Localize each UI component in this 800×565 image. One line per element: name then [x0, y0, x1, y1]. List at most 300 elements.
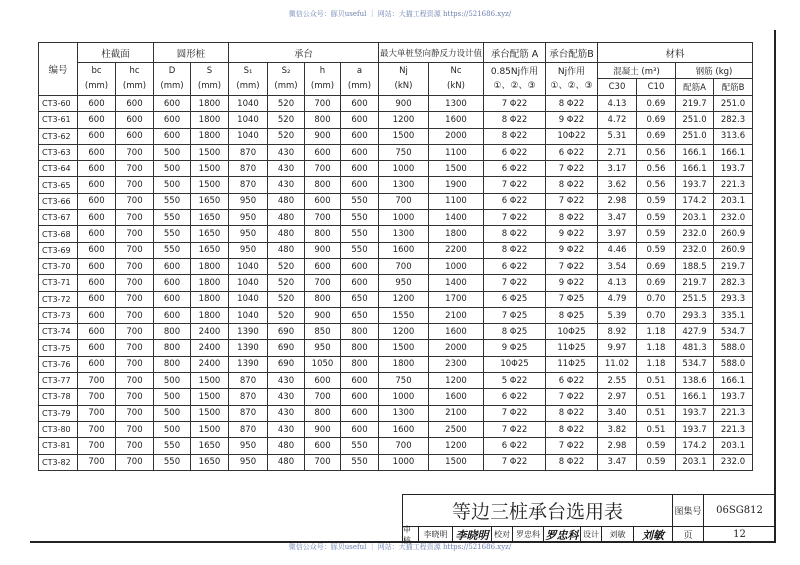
cell-rebar-b: 8 Φ22	[546, 454, 598, 470]
table-row	[39, 307, 753, 323]
cell-a: 550	[341, 454, 379, 470]
cell-rebar-a: 9 Φ25	[484, 340, 546, 356]
cell-S2: 430	[268, 144, 305, 160]
cell-bc: 600	[78, 177, 116, 193]
cell-bc: 600	[78, 258, 116, 274]
cell-S: 1500	[191, 161, 229, 177]
cell-c10: 0.51	[637, 373, 676, 389]
cell-id: CT3-60	[39, 96, 78, 112]
cell-steel-a: 174.2	[676, 438, 714, 454]
watermark-bottom: 微信公众号：豚贝useful ｜ 网站：大猫工程资源 https://521686.xyz/	[288, 543, 512, 551]
cell-S: 1800	[191, 307, 229, 323]
header-rebar-a-sub: 0.85Nj作用 ①、②、③	[484, 63, 546, 96]
cell-Nj: 1800	[379, 356, 429, 372]
cell-hc: 700	[116, 193, 154, 209]
cell-h: 950	[305, 340, 341, 356]
cell-S2: 520	[268, 275, 305, 291]
cell-Nj: 750	[379, 373, 429, 389]
cell-rebar-b: 10Φ25	[546, 324, 598, 340]
header-a: a (mm)	[341, 63, 379, 96]
cell-steel-a: 166.1	[676, 144, 714, 160]
cell-bc: 600	[78, 96, 116, 112]
cell-rebar-b: 8 Φ22	[546, 405, 598, 421]
cell-c10: 0.51	[637, 405, 676, 421]
cell-hc: 700	[116, 210, 154, 226]
cell-hc: 700	[116, 324, 154, 340]
cell-bc: 600	[78, 128, 116, 144]
cell-steel-b: 221.3	[714, 405, 753, 421]
cell-steel-b: 221.3	[714, 177, 753, 193]
cell-a: 600	[341, 161, 379, 177]
cell-a: 600	[341, 275, 379, 291]
cell-hc: 700	[116, 389, 154, 405]
cell-Nc: 1400	[429, 210, 484, 226]
cell-steel-a: 251.0	[676, 112, 714, 128]
cell-Nj: 1000	[379, 210, 429, 226]
cell-D: 800	[154, 340, 191, 356]
cell-h: 1050	[305, 356, 341, 372]
cell-rebar-b: 7 Φ22	[546, 161, 598, 177]
cell-Nc: 1100	[429, 144, 484, 160]
cell-rebar-b: 8 Φ22	[546, 96, 598, 112]
cell-steel-a: 166.1	[676, 161, 714, 177]
cell-S: 1800	[191, 291, 229, 307]
cell-D: 500	[154, 144, 191, 160]
cell-Nj: 1550	[379, 307, 429, 323]
cell-c30: 4.79	[598, 291, 637, 307]
cell-rebar-b: 9 Φ22	[546, 112, 598, 128]
cell-bc: 600	[78, 226, 116, 242]
cell-hc: 700	[116, 275, 154, 291]
table-row	[39, 356, 753, 372]
cell-hc: 700	[116, 144, 154, 160]
cell-Nc: 1500	[429, 161, 484, 177]
cell-bc: 600	[78, 275, 116, 291]
cell-S1: 950	[229, 210, 268, 226]
cell-id: CT3-79	[39, 405, 78, 421]
cell-hc: 600	[116, 112, 154, 128]
cell-bc: 700	[78, 389, 116, 405]
cell-hc: 700	[116, 177, 154, 193]
cell-c30: 4.46	[598, 242, 637, 258]
cell-D: 500	[154, 389, 191, 405]
cell-id: CT3-64	[39, 161, 78, 177]
header-D: D (mm)	[154, 63, 191, 96]
cell-h: 600	[305, 438, 341, 454]
cell-rebar-a: 8 Φ22	[484, 226, 546, 242]
cell-a: 600	[341, 389, 379, 405]
cell-Nc: 2100	[429, 307, 484, 323]
cell-Nj: 1200	[379, 324, 429, 340]
cell-steel-a: 138.6	[676, 373, 714, 389]
cell-c30: 3.54	[598, 258, 637, 274]
table-row	[39, 373, 753, 389]
cell-Nc: 1800	[429, 226, 484, 242]
cell-steel-b: 203.1	[714, 193, 753, 209]
cell-Nc: 2000	[429, 340, 484, 356]
header-rebar-b: 承台配筋B	[546, 43, 598, 63]
table-row	[39, 421, 753, 437]
cell-steel-b: 260.9	[714, 226, 753, 242]
cell-S2: 480	[268, 210, 305, 226]
cell-rebar-b: 8 Φ22	[546, 421, 598, 437]
cell-bc: 600	[78, 242, 116, 258]
cell-c10: 0.69	[637, 128, 676, 144]
cell-S: 2400	[191, 356, 229, 372]
table-row	[39, 291, 753, 307]
checker-signature: 罗忠科	[544, 527, 581, 542]
cell-S1: 950	[229, 438, 268, 454]
table-row	[39, 389, 753, 405]
header-S1: S₁ (mm)	[229, 63, 268, 96]
cell-steel-b: 219.7	[714, 258, 753, 274]
checker-name: 罗忠科	[513, 527, 544, 542]
cell-steel-b: 313.6	[714, 128, 753, 144]
cell-S: 1800	[191, 96, 229, 112]
designer-signature: 刘敏	[634, 527, 673, 542]
atlas-number: 06SG812	[704, 495, 775, 527]
cell-steel-b: 232.0	[714, 454, 753, 470]
cell-h: 800	[305, 112, 341, 128]
cell-S1: 1040	[229, 112, 268, 128]
cell-hc: 700	[116, 421, 154, 437]
cell-rebar-b: 7 Φ22	[546, 258, 598, 274]
cell-id: CT3-62	[39, 128, 78, 144]
cell-S: 1650	[191, 242, 229, 258]
table-row	[39, 210, 753, 226]
cell-S: 1650	[191, 210, 229, 226]
cell-steel-a: 188.5	[676, 258, 714, 274]
cell-id: CT3-81	[39, 438, 78, 454]
cell-h: 900	[305, 307, 341, 323]
cell-D: 800	[154, 324, 191, 340]
cell-rebar-a: 10Φ25	[484, 356, 546, 372]
cell-Nc: 1900	[429, 177, 484, 193]
cell-id: CT3-77	[39, 373, 78, 389]
cell-S1: 870	[229, 421, 268, 437]
cell-rebar-b: 7 Φ22	[546, 389, 598, 405]
header-reaction: 最大单桩竖向静反力设计值	[379, 43, 484, 63]
cell-c10: 0.56	[637, 144, 676, 160]
cell-c10: 0.59	[637, 438, 676, 454]
cell-S1: 870	[229, 177, 268, 193]
cell-Nj: 950	[379, 275, 429, 291]
cell-D: 600	[154, 291, 191, 307]
cell-c30: 3.47	[598, 454, 637, 470]
cell-hc: 600	[116, 128, 154, 144]
cell-rebar-b: 9 Φ22	[546, 226, 598, 242]
cell-c10: 0.69	[637, 275, 676, 291]
cell-rebar-a: 6 Φ22	[484, 258, 546, 274]
cell-steel-a: 203.1	[676, 454, 714, 470]
table-row	[39, 438, 753, 454]
cell-S: 1650	[191, 438, 229, 454]
cell-Nj: 700	[379, 438, 429, 454]
cell-c30: 3.97	[598, 226, 637, 242]
cell-D: 600	[154, 307, 191, 323]
cell-c30: 8.92	[598, 324, 637, 340]
cell-c10: 0.70	[637, 291, 676, 307]
cell-bc: 700	[78, 438, 116, 454]
header-rebar-b-sub: Nj作用 ①、②、③	[546, 63, 598, 96]
cell-h: 600	[305, 193, 341, 209]
cell-rebar-b: 11Φ25	[546, 340, 598, 356]
cell-Nc: 1200	[429, 438, 484, 454]
cell-S1: 1390	[229, 324, 268, 340]
cell-a: 550	[341, 242, 379, 258]
cell-c30: 5.39	[598, 307, 637, 323]
cell-Nc: 1300	[429, 96, 484, 112]
table-row	[39, 177, 753, 193]
cell-steel-b: 166.1	[714, 373, 753, 389]
cell-c10: 0.69	[637, 96, 676, 112]
cell-D: 600	[154, 258, 191, 274]
cell-a: 550	[341, 210, 379, 226]
cell-rebar-a: 6 Φ25	[484, 291, 546, 307]
cell-h: 850	[305, 324, 341, 340]
cell-rebar-b: 9 Φ22	[546, 275, 598, 291]
cell-rebar-a: 8 Φ22	[484, 242, 546, 258]
cell-steel-a: 193.7	[676, 405, 714, 421]
cell-id: CT3-66	[39, 193, 78, 209]
cell-a: 600	[341, 112, 379, 128]
cell-Nc: 2300	[429, 356, 484, 372]
pile-cap-table	[38, 42, 753, 471]
cell-S1: 1040	[229, 258, 268, 274]
cell-steel-b: 251.0	[714, 96, 753, 112]
cell-c10: 0.70	[637, 307, 676, 323]
cell-S1: 1390	[229, 356, 268, 372]
cell-S2: 520	[268, 258, 305, 274]
cell-S2: 430	[268, 373, 305, 389]
cell-Nj: 1200	[379, 291, 429, 307]
cell-bc: 700	[78, 373, 116, 389]
cell-c30: 4.13	[598, 275, 637, 291]
cell-S2: 430	[268, 161, 305, 177]
cell-S2: 690	[268, 356, 305, 372]
drawing-title: 等边三桩承台选用表	[403, 495, 673, 527]
cell-steel-a: 219.7	[676, 96, 714, 112]
cell-Nc: 2500	[429, 421, 484, 437]
cell-hc: 700	[116, 454, 154, 470]
cell-c10: 0.69	[637, 258, 676, 274]
cell-c30: 3.62	[598, 177, 637, 193]
cell-id: CT3-75	[39, 340, 78, 356]
cell-c30: 3.17	[598, 161, 637, 177]
cell-rebar-b: 6 Φ22	[546, 144, 598, 160]
cell-a: 800	[341, 356, 379, 372]
cell-c30: 11.02	[598, 356, 637, 372]
cell-rebar-a: 7 Φ25	[484, 307, 546, 323]
cell-rebar-b: 6 Φ22	[546, 373, 598, 389]
cell-D: 550	[154, 226, 191, 242]
cell-hc: 700	[116, 161, 154, 177]
cell-steel-a: 534.7	[676, 356, 714, 372]
cell-rebar-b: 8 Φ22	[546, 210, 598, 226]
cell-D: 600	[154, 96, 191, 112]
cell-S2: 430	[268, 177, 305, 193]
cell-id: CT3-63	[39, 144, 78, 160]
cell-a: 600	[341, 177, 379, 193]
table-row	[39, 226, 753, 242]
header-c30: C30	[598, 79, 637, 96]
cell-Nj: 1500	[379, 128, 429, 144]
cell-c30: 2.98	[598, 193, 637, 209]
cell-h: 700	[305, 161, 341, 177]
cell-Nc: 1200	[429, 373, 484, 389]
cell-Nj: 1200	[379, 112, 429, 128]
cell-S: 1650	[191, 226, 229, 242]
cell-S1: 1040	[229, 307, 268, 323]
table-row	[39, 193, 753, 209]
cell-steel-a: 251.5	[676, 291, 714, 307]
cell-S: 1500	[191, 177, 229, 193]
header-concrete: 混凝土 (m³)	[598, 63, 676, 79]
cell-S: 1800	[191, 112, 229, 128]
cell-D: 550	[154, 454, 191, 470]
cell-S1: 870	[229, 405, 268, 421]
cell-c30: 2.97	[598, 389, 637, 405]
header-bc: bc (mm)	[78, 63, 116, 96]
cell-a: 600	[341, 405, 379, 421]
cell-steel-a: 193.7	[676, 177, 714, 193]
cell-rebar-b: 11Φ25	[546, 356, 598, 372]
cell-Nj: 1000	[379, 389, 429, 405]
cell-S2: 480	[268, 438, 305, 454]
cell-id: CT3-76	[39, 356, 78, 372]
cell-c30: 2.55	[598, 373, 637, 389]
cell-c30: 2.98	[598, 438, 637, 454]
cell-Nc: 2100	[429, 405, 484, 421]
header-material: 材料	[598, 43, 753, 63]
cell-S2: 430	[268, 405, 305, 421]
cell-Nj: 1300	[379, 405, 429, 421]
cell-h: 900	[305, 128, 341, 144]
cell-S2: 480	[268, 242, 305, 258]
cell-steel-a: 174.2	[676, 193, 714, 209]
cell-Nc: 1000	[429, 258, 484, 274]
cell-D: 500	[154, 421, 191, 437]
cell-id: CT3-73	[39, 307, 78, 323]
title-block	[402, 494, 775, 545]
cell-Nc: 1600	[429, 112, 484, 128]
cell-S2: 690	[268, 340, 305, 356]
cell-Nj: 1300	[379, 226, 429, 242]
cell-id: CT3-80	[39, 421, 78, 437]
cell-h: 800	[305, 291, 341, 307]
cell-a: 600	[341, 96, 379, 112]
cell-rebar-a: 8 Φ22	[484, 128, 546, 144]
cell-Nj: 1600	[379, 421, 429, 437]
header-h: h (mm)	[305, 63, 341, 96]
cell-S: 1800	[191, 258, 229, 274]
cell-steel-b: 534.7	[714, 324, 753, 340]
cell-S1: 950	[229, 242, 268, 258]
table-row	[39, 258, 753, 274]
cell-h: 700	[305, 96, 341, 112]
cell-Nc: 1400	[429, 275, 484, 291]
cell-a: 600	[341, 144, 379, 160]
cell-h: 600	[305, 373, 341, 389]
cell-S2: 480	[268, 454, 305, 470]
cell-Nj: 1500	[379, 340, 429, 356]
cell-hc: 700	[116, 226, 154, 242]
table-row	[39, 340, 753, 356]
cell-rebar-a: 7 Φ22	[484, 275, 546, 291]
cell-steel-b: 282.3	[714, 275, 753, 291]
header-cap: 承台	[229, 43, 379, 63]
cell-id: CT3-67	[39, 210, 78, 226]
cell-rebar-b: 7 Φ22	[546, 193, 598, 209]
table-row	[39, 324, 753, 340]
cell-rebar-a: 7 Φ22	[484, 177, 546, 193]
cell-steel-a: 293.3	[676, 307, 714, 323]
table-row	[39, 275, 753, 291]
cell-id: CT3-74	[39, 324, 78, 340]
cell-steel-b: 166.1	[714, 144, 753, 160]
cell-rebar-b: 10Φ22	[546, 128, 598, 144]
cell-steel-b: 193.7	[714, 161, 753, 177]
cell-D: 500	[154, 161, 191, 177]
cell-c30: 5.31	[598, 128, 637, 144]
cell-Nj: 700	[379, 258, 429, 274]
header-S: S (mm)	[191, 63, 229, 96]
cell-bc: 600	[78, 210, 116, 226]
cell-S2: 520	[268, 112, 305, 128]
cell-c10: 0.59	[637, 226, 676, 242]
header-Nj: Nj (kN)	[379, 63, 429, 96]
page-number: 12	[733, 529, 746, 540]
cell-c10: 0.56	[637, 177, 676, 193]
cell-h: 800	[305, 177, 341, 193]
cell-c30: 4.72	[598, 112, 637, 128]
cell-h: 900	[305, 421, 341, 437]
cell-S: 1500	[191, 405, 229, 421]
cell-hc: 700	[116, 340, 154, 356]
cell-hc: 700	[116, 258, 154, 274]
cell-D: 600	[154, 275, 191, 291]
cell-steel-b: 293.3	[714, 291, 753, 307]
cell-a: 550	[341, 193, 379, 209]
header-steel: 钢筋 (kg)	[676, 63, 753, 79]
cell-rebar-a: 6 Φ22	[484, 193, 546, 209]
cell-S2: 430	[268, 389, 305, 405]
cell-S1: 1390	[229, 340, 268, 356]
cell-S1: 950	[229, 226, 268, 242]
cell-id: CT3-82	[39, 454, 78, 470]
cell-steel-b: 335.1	[714, 307, 753, 323]
page-label: 页	[673, 527, 704, 542]
cell-D: 550	[154, 438, 191, 454]
cell-S2: 690	[268, 324, 305, 340]
cell-h: 600	[305, 144, 341, 160]
cell-D: 800	[154, 356, 191, 372]
cell-steel-a: 232.0	[676, 226, 714, 242]
cell-D: 500	[154, 405, 191, 421]
cell-S: 1800	[191, 275, 229, 291]
cell-rebar-a: 7 Φ22	[484, 421, 546, 437]
cell-bc: 600	[78, 324, 116, 340]
cell-c10: 0.51	[637, 421, 676, 437]
cell-rebar-b: 8 Φ25	[546, 307, 598, 323]
cell-Nc: 1600	[429, 389, 484, 405]
table-row	[39, 161, 753, 177]
cell-rebar-a: 5 Φ22	[484, 373, 546, 389]
cell-id: CT3-65	[39, 177, 78, 193]
designer-name: 刘敏	[602, 527, 634, 542]
cell-bc: 600	[78, 340, 116, 356]
cell-S: 1500	[191, 389, 229, 405]
